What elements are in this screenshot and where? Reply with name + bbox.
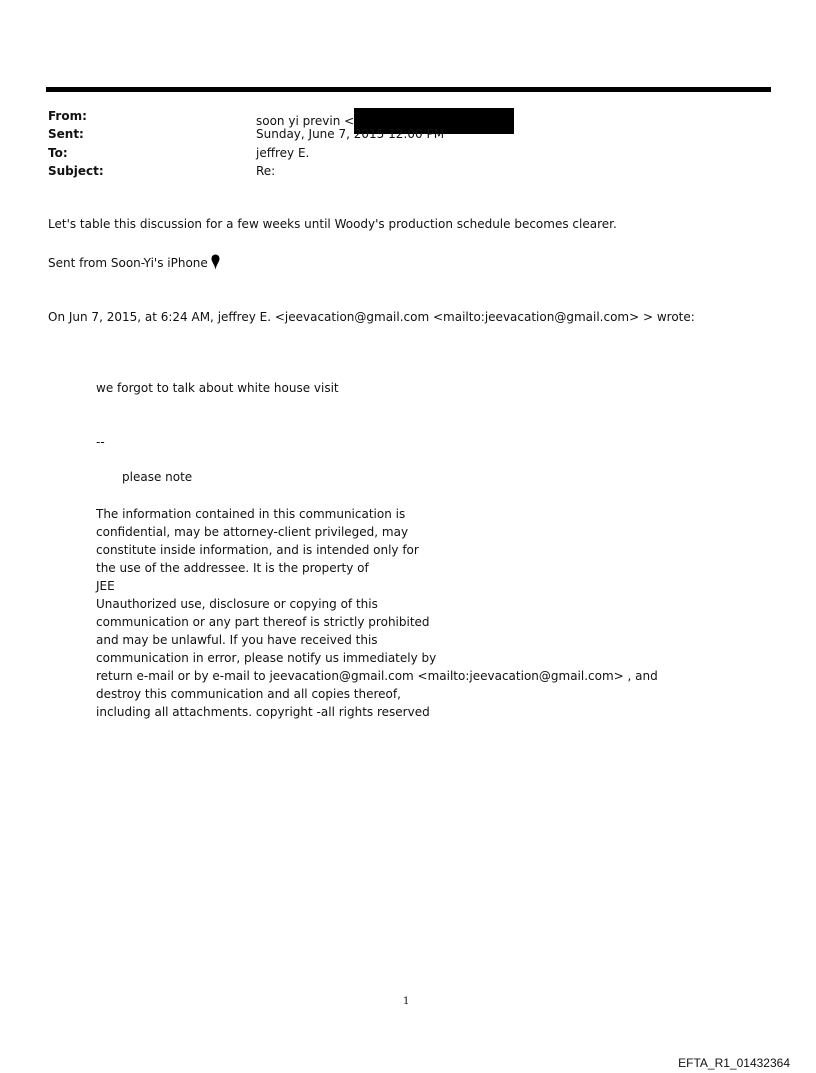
disclaimer-line: destroy this communication and all copies thereof, — [96, 687, 401, 701]
header-rule — [46, 87, 771, 92]
signature-text: Sent from Soon-Yi's iPhone — [48, 256, 208, 270]
disclaimer-line: JEE — [96, 579, 115, 593]
pin-icon — [211, 254, 220, 270]
to-value: jeffrey E. — [256, 146, 310, 160]
disclaimer-line: the use of the addressee. It is the property of — [96, 561, 369, 575]
subject-label: Subject: — [48, 164, 104, 178]
subject-value: Re: — [256, 164, 276, 178]
disclaimer-line: return e-mail or by e-mail to jeevacation@gmail.com <mailto:jeevacation@gmail.com> , and — [96, 669, 658, 683]
disclaimer-line: including all attachments. copyright -all rights reserved — [96, 705, 430, 719]
bates-number: EFTA_R1_01432364 — [678, 1056, 790, 1070]
message-text: Let's table this discussion for a few weeks until Woody's production schedule becomes clearer. — [48, 217, 617, 231]
signature — [48, 254, 220, 271]
disclaimer-line: The information contained in this communication is — [96, 507, 406, 521]
disclaimer-line: confidential, may be attorney-client privileged, may — [96, 525, 409, 539]
from-name: soon yi previn < — [256, 114, 355, 128]
disclaimer-line: communication in error, please notify us immediately by — [96, 651, 437, 665]
to-label: To: — [48, 146, 68, 160]
signature-separator: -- — [96, 435, 105, 449]
page-number: 1 — [403, 996, 410, 1007]
disclaimer-line: communication or any part thereof is strictly prohibited — [96, 615, 430, 629]
sent-label: Sent: — [48, 127, 84, 141]
sent-value: Sunday, June 7, 2015 12:00 PM — [256, 127, 445, 141]
quoted-message: we forgot to talk about white house visit — [96, 381, 339, 395]
from-label: From: — [48, 109, 87, 123]
disclaimer-line: and may be unlawful. If you have received this — [96, 633, 378, 647]
disclaimer-line: Unauthorized use, disclosure or copying of this — [96, 597, 378, 611]
disclaimer-line: constitute inside information, and is intended only for — [96, 543, 419, 557]
quote-header: On Jun 7, 2015, at 6:24 AM, jeffrey E. <jeevacation@gmail.com <mailto:jeevacation@gmail.com> > wrote: — [48, 310, 695, 324]
note-heading: please note — [122, 470, 193, 484]
disclaimer — [96, 505, 658, 721]
